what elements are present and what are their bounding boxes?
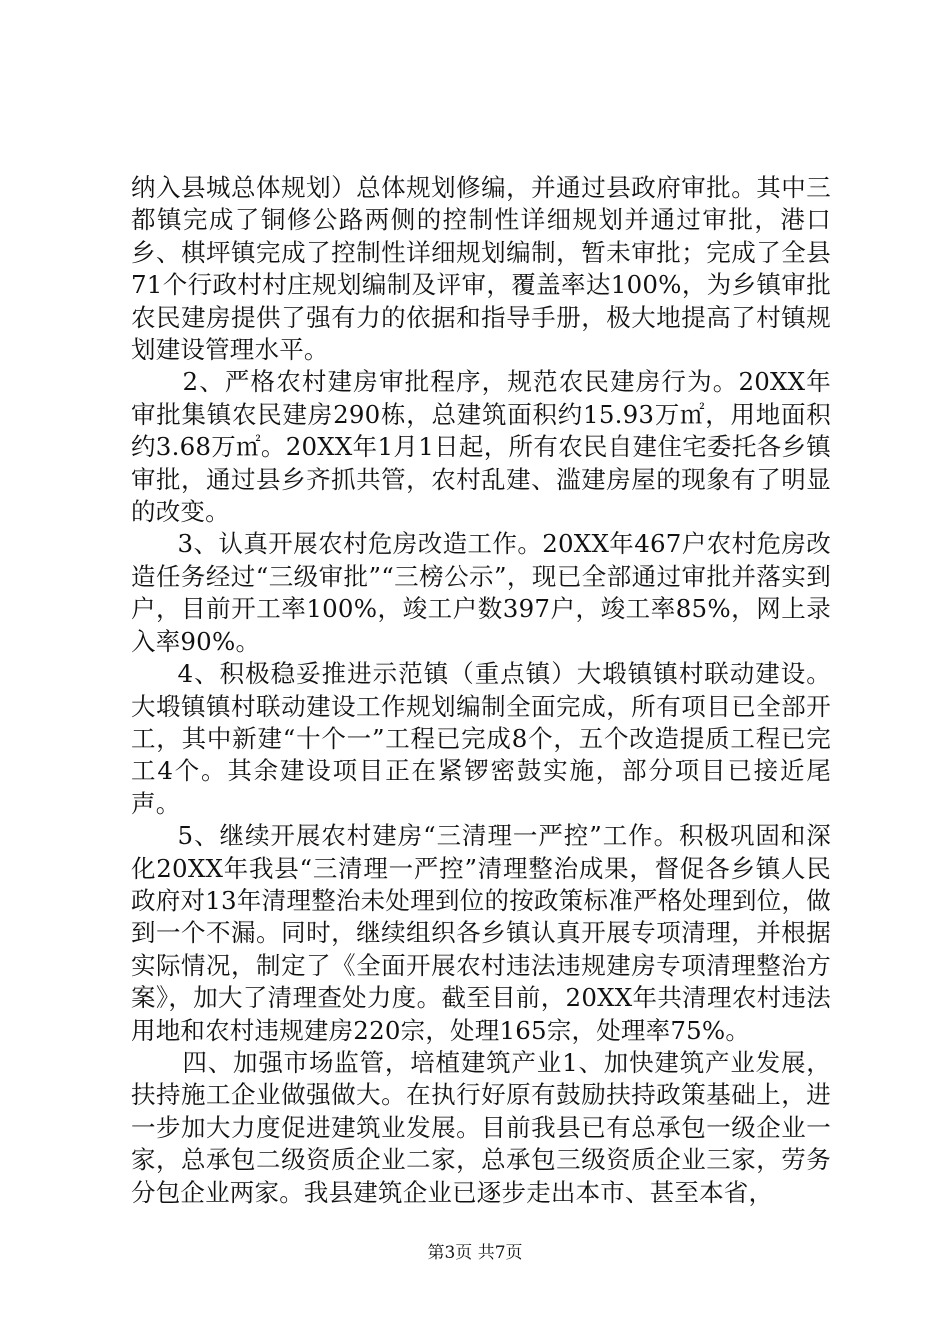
paragraph-4: 4、积极稳妥推进示范镇（重点镇）大塅镇镇村联动建设。大塅镇镇村联动建设工作规划编制全面完成，所有项目已全部开工，其中新建“十个一”工程已完成8个，五个改造提质工程已完工4个。其余建设项目正在紧锣密鼓实施，部分项目已接近尾声。 — [131, 659, 831, 818]
paragraph-1: 纳入县城总体规划）总体规划修编，并通过县政府审批。其中三都镇完成了铜修公路两侧的控制性详细规划并通过审批，港口乡、棋坪镇完成了控制性详细规划编制，暂未审批；完成了全县71个行政村村庄规划编制及评审，覆盖率达100%，为乡镇审批农民建房提供了强有力的依据和指导手册，极大地提高了村镇规划建设管理水平。 — [131, 173, 831, 365]
document-body — [131, 172, 831, 1209]
paragraph-6: 四、加强市场监管，培植建筑产业1、加快建筑产业发展，扶持施工企业做强做大。在执行好原有鼓励扶持政策基础上，进一步加大力度促进建筑业发展。目前我县已有总承包一级企业一家，总承包二级资质企业二家，总承包三级资质企业三家，劳务分包企业两家。我县建筑企业已逐步走出本市、甚至本省， — [131, 1047, 831, 1207]
paragraph-2: 2、严格农村建房审批程序，规范农民建房行为。20XX年审批集镇农民建房290栋，总建筑面积约15.93万㎡，用地面积约3.68万㎡。20XX年1月1日起，所有农民自建住宅委托各乡镇审批，通过县乡齐抓共管，农村乱建、滥建房屋的现象有了明显的改变。 — [131, 367, 831, 527]
paragraph-5: 5、继续开展农村建房“三清理一严控”工作。积极巩固和深化20XX年我县“三清理一严控”清理整治成果，督促各乡镇人民政府对13年清理整治未处理到位的按政策标准严格处理到位，做到一个不漏。同时，继续组织各乡镇认真开展专项清理，并根据实际情况，制定了《全面开展农村违法违规建房专项清理整治方案》，加大了清理查处力度。截至目前，20XX年共清理农村违法用地和农村违规建房220宗，处理165宗，处理率75%。 — [131, 821, 831, 1045]
page-footer: 第3页 共7页 — [427, 1243, 523, 1263]
paragraph-3: 3、认真开展农村危房改造工作。20XX年467户农村危房改造任务经过“三级审批”“三榜公示”，现已全部通过审批并落实到户，目前开工率100%，竣工户数397户，竣工率85%，网上录入率90%。 — [131, 529, 831, 656]
